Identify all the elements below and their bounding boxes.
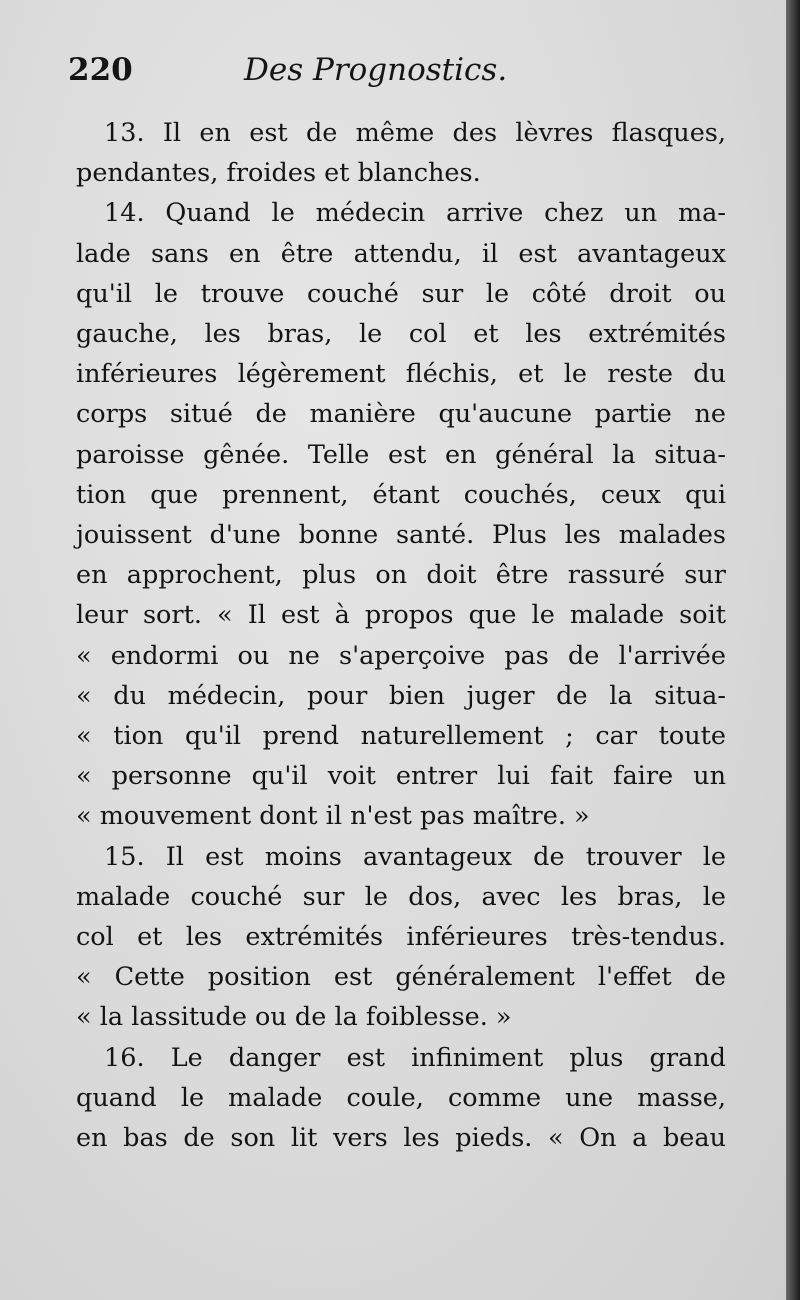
text-line: jouissent d'une bonne santé. Plus les malades bbox=[76, 520, 726, 551]
text-line: paroisse gênée. Telle est en général la situa- bbox=[76, 439, 726, 470]
page-header bbox=[68, 52, 728, 96]
text-line: « la lassitude ou de la foiblesse. » bbox=[76, 1002, 512, 1033]
text-line: leur sort. « Il est à propos que le malade soit bbox=[76, 600, 726, 631]
text-line: lade sans en être attendu, il est avantageux bbox=[76, 238, 726, 269]
text-line: 13. Il en est de même des lèvres flasques, bbox=[104, 118, 726, 148]
text-line: « du médecin, pour bien juger de la situa- bbox=[76, 680, 726, 711]
text-line: inférieures légèrement fléchis, et le reste du bbox=[76, 359, 726, 390]
text-line: col et les extrémités inférieures très-tendus. bbox=[76, 922, 726, 953]
page-edge-shadow bbox=[786, 0, 800, 1300]
text-line: « personne qu'il voit entrer lui fait faire un bbox=[76, 761, 726, 792]
text-line: corps situé de manière qu'aucune partie ne bbox=[76, 399, 726, 430]
text-line: qu'il le trouve couché sur le côté droit ou bbox=[76, 278, 726, 309]
text-line: quand le malade coule, comme une masse, bbox=[76, 1082, 726, 1113]
running-title: Des Prognostics. bbox=[244, 52, 508, 88]
page-number: 220 bbox=[68, 52, 133, 88]
text-line: « Cette position est généralement l'effet de bbox=[76, 962, 726, 993]
text-line: « tion qu'il prend naturellement ; car toute bbox=[76, 721, 726, 752]
text-line: pendantes, froides et blanches. bbox=[76, 158, 481, 189]
text-line: tion que prennent, étant couchés, ceux qui bbox=[76, 479, 726, 510]
text-line: en bas de son lit vers les pieds. « On a beau bbox=[76, 1123, 726, 1154]
text-line: « endormi ou ne s'aperçoive pas de l'arrivée bbox=[76, 640, 726, 671]
text-line: en approchent, plus on doit être rassuré sur bbox=[76, 560, 726, 591]
text-line: 16. Le danger est infiniment plus grand bbox=[104, 1042, 726, 1073]
text-line: 14. Quand le médecin arrive chez un ma- bbox=[104, 198, 726, 229]
text-line: 15. Il est moins avantageux de trouver le bbox=[104, 841, 726, 872]
text-line: malade couché sur le dos, avec les bras, le bbox=[76, 881, 726, 912]
text-line: gauche, les bras, le col et les extrémités bbox=[76, 319, 726, 350]
body-text bbox=[76, 113, 726, 1158]
text-line: « mouvement dont il n'est pas maître. » bbox=[76, 801, 590, 832]
